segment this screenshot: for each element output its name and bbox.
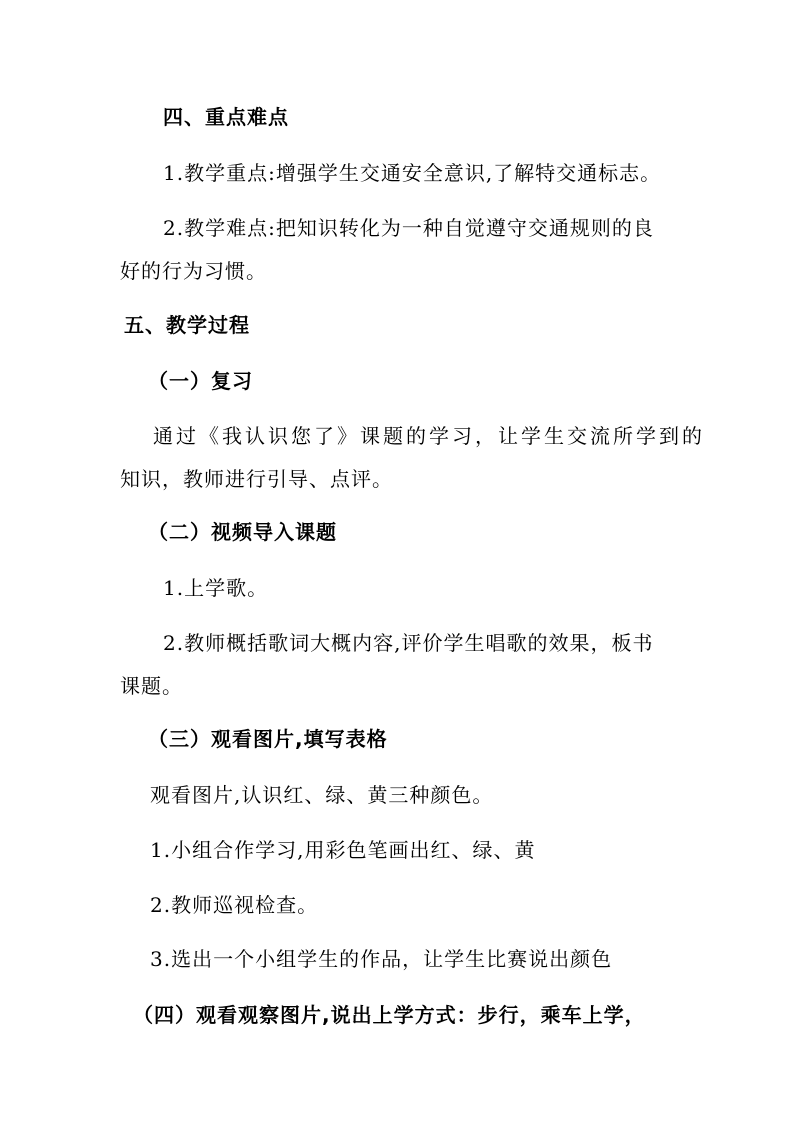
part-1-heading: （一）复习	[148, 369, 253, 393]
colors-intro: 观看图片,认识红、绿、黄三种颜色。	[150, 783, 494, 807]
teacher-summary-line-1: 2.教师概括歌词大概内容,评价学生唱歌的效果，板书	[163, 631, 654, 655]
part-4-heading: （四）观看观察图片,说出上学方式：步行，乘车上学，	[133, 1003, 646, 1027]
difficult-point-line-1: 2.教学难点:把知识转化为一种自觉遵守交通规则的良	[163, 216, 654, 240]
part-2-heading: （二）视频导入课题	[148, 520, 337, 544]
group-work-item: 1.小组合作学习,用彩色笔画出红、绿、黄	[150, 838, 536, 862]
part-3-heading: （三）观看图片,填写表格	[148, 727, 388, 751]
section-5-heading: 五、教学过程	[124, 313, 250, 337]
key-point-item: 1.教学重点:增强学生交通安全意识,了解特交通标志。	[163, 161, 662, 185]
teacher-check-item: 2.教师巡视检查。	[150, 893, 319, 917]
song-item: 1.上学歌。	[163, 576, 269, 600]
select-work-item: 3.选出一个小组学生的作品，让学生比赛说出颜色	[150, 947, 613, 971]
review-paragraph-line-2: 知识，教师进行引导、点评。	[120, 467, 393, 491]
review-paragraph-line-1: 通过《我认识您了》课题的学习，让学生交流所学到的	[153, 424, 705, 448]
difficult-point-line-2: 好的行为习惯。	[120, 259, 267, 283]
section-4-heading: 四、重点难点	[163, 105, 289, 129]
teacher-summary-line-2: 课题。	[120, 674, 183, 698]
